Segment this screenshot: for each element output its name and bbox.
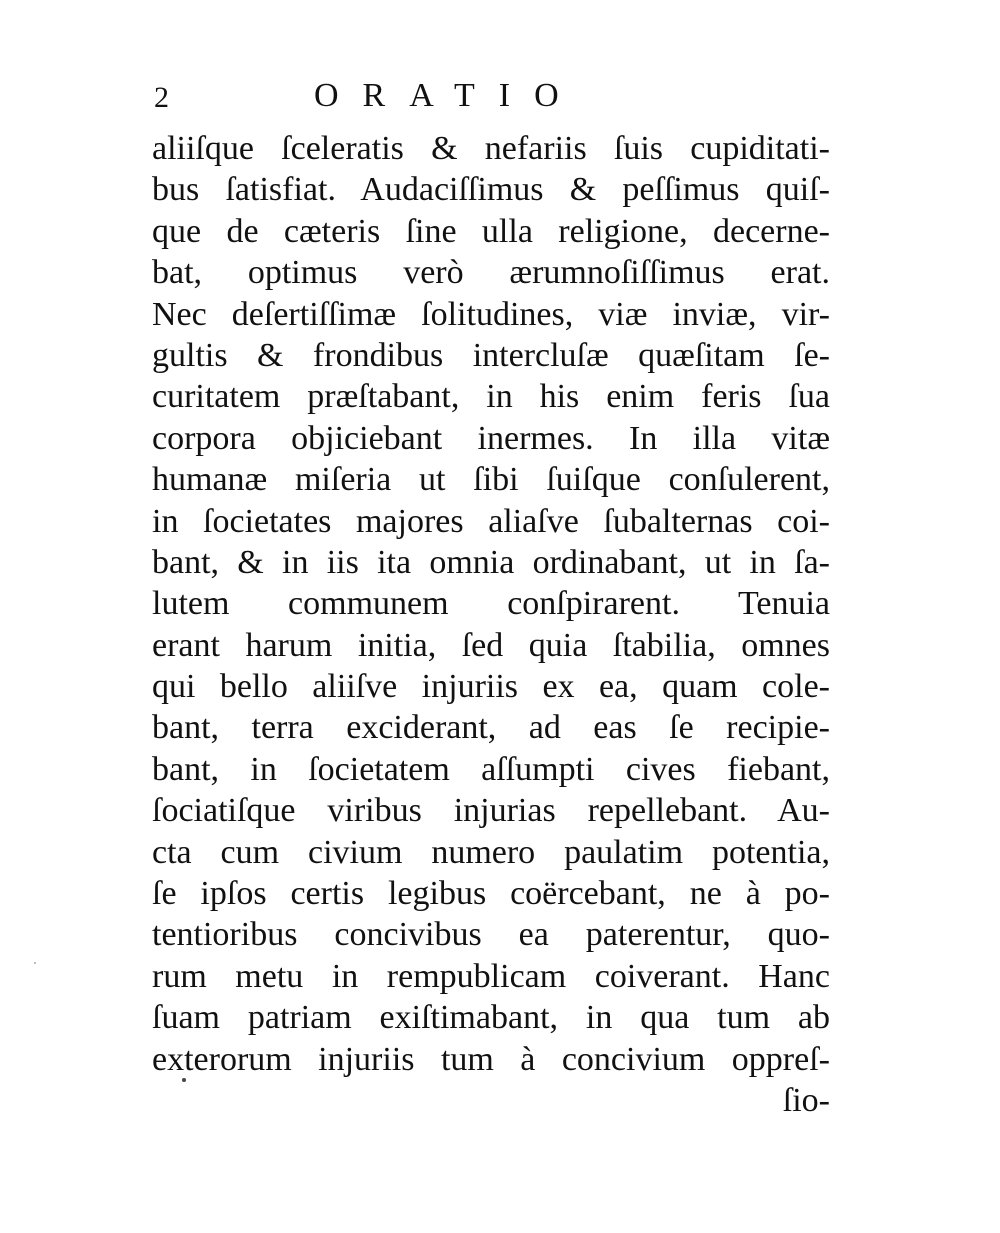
page-number: 2 xyxy=(154,81,169,114)
text-line: humanæ miſeria ut ſibi ſuiſque conſulerent, xyxy=(152,461,830,499)
text-line: ſuam patriam exiſtimabant, in qua tum ab xyxy=(152,999,830,1037)
text-line: aliiſque ſceleratis & nefariis ſuis cupiditati- xyxy=(152,130,830,167)
text-line: Nec deſertiſſimæ ſolitudines, viæ inviæ, vir- xyxy=(152,295,830,333)
text-line: bant, terra exciderant, ad eas ſe recipie- xyxy=(152,709,830,747)
ink-speck xyxy=(182,1078,186,1082)
text-line: ſe ipſos certis legibus coërcebant, ne à po- xyxy=(152,875,830,913)
text-line: corpora objiciebant inermes. In illa vitæ xyxy=(152,419,830,457)
text-line: in ſocietates majores aliaſve ſubalternas coi- xyxy=(152,502,830,540)
text-line: bant, & in iis ita omnia ordinabant, ut in ſa- xyxy=(152,543,830,581)
text-line: tentioribus concivibus ea paterentur, quo- xyxy=(152,916,830,954)
text-line: erant harum initia, ſed quia ſtabilia, omnes xyxy=(152,626,830,664)
catchword: ſio- xyxy=(782,1081,830,1119)
text-line: bat, optimus verò ærumnoſiſſimus erat. xyxy=(152,254,830,292)
body-text xyxy=(152,128,830,1121)
text-line: que de cæteris ſine ulla religione, decerne- xyxy=(152,212,830,250)
text-line: curitatem præſtabant, in his enim feris ſua xyxy=(152,378,830,416)
text-line: gultis & frondibus intercluſæ quæſitam ſe- xyxy=(152,336,830,374)
text-line: ſociatiſque viribus injurias repellebant. Au- xyxy=(152,792,830,830)
ink-speck xyxy=(34,962,36,964)
text-line: exterorum injuriis tum à concivium oppreſ- xyxy=(152,1040,830,1078)
text-line: cta cum civium numero paulatim potentia, xyxy=(152,833,830,871)
text-line: lutem communem conſpirarent. Tenuia xyxy=(152,585,830,623)
page-header xyxy=(150,74,850,122)
text-line: bant, in ſocietatem aſſumpti cives fiebant, xyxy=(152,750,830,788)
running-title: ORATIO xyxy=(314,77,583,114)
text-line: bus ſatisfiat. Audaciſſimus & peſſimus quiſ- xyxy=(152,171,830,209)
text-line: rum metu in rempublicam coiverant. Hanc xyxy=(152,957,830,995)
text-line: qui bello aliiſve injuriis ex ea, quam cole- xyxy=(152,668,830,706)
